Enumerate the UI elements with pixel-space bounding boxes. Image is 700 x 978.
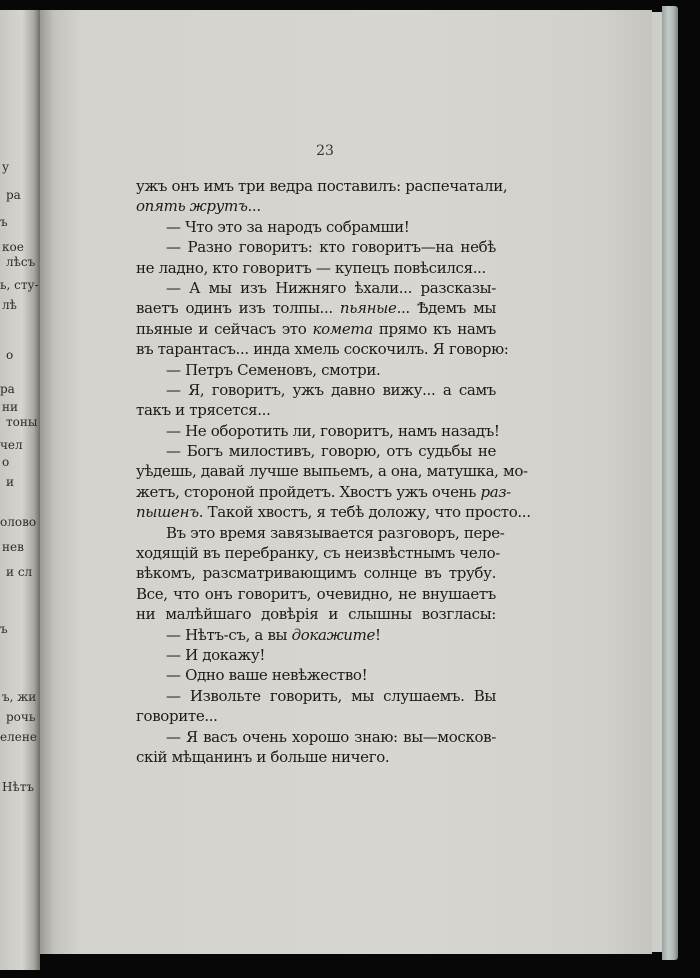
left-page-fragment: ъ	[0, 622, 8, 636]
left-page-fragment: лѣсъ	[6, 255, 36, 269]
text-line	[136, 176, 508, 196]
text-segment: — Не оборотить ли, говоритъ, намъ назадъ!	[166, 421, 500, 440]
text-line	[136, 400, 496, 420]
italic-segment: пышенъ	[136, 503, 199, 522]
text-segment: ваетъ одинъ изъ толпы...	[136, 299, 340, 318]
text-line	[136, 727, 496, 747]
left-page-fragment: тоны	[6, 415, 38, 429]
left-page-fragment: ни	[2, 400, 18, 414]
text-segment: — Извольте говорить, мы слушаемъ. Вы	[166, 686, 496, 705]
text-line	[136, 523, 505, 543]
left-page-fragment: и сл	[6, 565, 33, 579]
left-page-fragment: нев	[2, 540, 24, 554]
italic-segment: докажите	[291, 625, 376, 644]
text-segment: Все, что онъ говоритъ, очевидно, не внушаетъ	[136, 584, 496, 603]
text-segment: скій мѣщанинъ и больше ничего.	[136, 747, 390, 766]
text-segment: — Что это за народъ собрамши!	[166, 217, 410, 236]
text-segment: прямо къ намъ	[372, 319, 496, 338]
text-line	[136, 706, 496, 726]
left-page-fragment: ра	[6, 188, 21, 202]
book-cover-edge	[662, 6, 678, 960]
text-segment: говорите...	[136, 707, 218, 726]
text-line	[136, 196, 496, 216]
italic-segment: комета	[312, 319, 373, 338]
text-line	[136, 584, 496, 604]
text-segment: не ладно, кто говоритъ — купецъ повѣсился...	[136, 258, 486, 277]
text-line	[136, 502, 531, 522]
text-segment: — И докажу!	[166, 645, 266, 664]
left-page-fragment: елене	[0, 730, 37, 744]
text-segment: Въ это время завязывается разговоръ, пере-	[166, 523, 505, 542]
text-line	[136, 421, 500, 441]
left-page-fragment: ъ	[0, 215, 8, 229]
text-line	[136, 543, 501, 563]
left-page-fragment: лѣ	[2, 298, 17, 312]
left-page-fragment: и	[6, 475, 14, 489]
italic-segment: опять жрутъ	[136, 197, 248, 216]
left-page-fragment: кое	[2, 240, 24, 254]
text-segment: такъ и трясется...	[136, 401, 271, 420]
left-page-fragment: чел	[0, 438, 23, 452]
text-segment: ужъ онъ имъ три ведра поставилъ: распечатали,	[136, 177, 508, 195]
text-line	[136, 563, 496, 583]
text-line	[136, 319, 496, 339]
text-segment: пьяные и сейчасъ это	[136, 319, 313, 338]
text-line	[136, 604, 496, 624]
text-segment: — Петръ Семеновъ, смотри.	[166, 360, 381, 379]
text-segment: вѣкомъ, разсматривающимъ солнце въ трубу.	[136, 564, 496, 583]
page-text	[136, 176, 531, 767]
text-line	[136, 625, 496, 645]
left-page-fragment: олово	[0, 515, 37, 529]
text-line	[136, 278, 496, 298]
text-segment: — Одно ваше невѣжество!	[166, 666, 368, 685]
left-page-fragment: ра	[0, 382, 15, 396]
text-line	[136, 747, 496, 767]
text-segment: въ тарантасъ... инда хмель соскочилъ. Я говорю:	[136, 340, 509, 359]
text-segment: — Я васъ очень хорошо знаю: вы—москов-	[166, 727, 496, 746]
italic-segment: раз-	[480, 482, 511, 501]
text-segment: ... Ѣдемъ мы	[396, 299, 496, 318]
text-segment: уѣдешь, давай лучше выпьемъ, а она, матушка, мо-	[136, 462, 528, 481]
text-segment: ни малѣйшаго довѣрія и слышны возгласы:	[136, 605, 496, 624]
text-line	[136, 298, 496, 318]
left-page-fragment: о	[6, 348, 14, 362]
text-line	[136, 237, 496, 257]
book-page	[40, 10, 652, 954]
page-number: 23	[316, 143, 334, 159]
text-line	[136, 217, 496, 237]
text-segment: !	[375, 625, 381, 644]
left-page-fragment: о	[2, 455, 10, 469]
text-line	[136, 380, 496, 400]
text-segment: — Я, говоритъ, ужъ давно вижу... а самъ	[166, 380, 496, 399]
italic-segment: пьяные	[339, 299, 397, 318]
text-line	[136, 482, 511, 502]
left-page-fragment: у	[2, 160, 10, 174]
page-edges	[652, 12, 662, 952]
text-line	[136, 360, 496, 380]
text-segment: — А мы изъ Нижняго ѣхали... разсказы-	[166, 278, 496, 297]
text-line	[136, 461, 528, 481]
previous-page-edge	[0, 10, 40, 970]
text-segment: ...	[247, 197, 261, 216]
text-line	[136, 339, 509, 359]
text-segment: ходящій въ перебранку, съ неизвѣстнымъ чело-	[136, 544, 501, 563]
text-segment: . Такой хвостъ, я тебѣ доложу, что просто...	[198, 503, 531, 522]
left-page-fragment: ъ, жи	[2, 690, 37, 704]
left-page-fragment: ь, сту-	[0, 278, 39, 292]
left-page-fragment: рочь	[6, 710, 36, 724]
text-segment: — Богъ милостивъ, говорю, отъ судьбы не	[166, 442, 496, 461]
text-segment: — Нѣтъ-съ, а вы	[166, 625, 292, 644]
text-line	[136, 686, 496, 706]
text-segment: жетъ, стороной пройдетъ. Хвостъ ужъ очень	[136, 482, 481, 501]
text-line	[136, 645, 496, 665]
text-line	[136, 441, 496, 461]
text-segment: — Разно говоритъ: кто говоритъ—на небѣ	[166, 238, 496, 257]
text-line	[136, 258, 496, 278]
text-line	[136, 665, 496, 685]
left-page-fragment: Нѣтъ	[2, 780, 34, 794]
